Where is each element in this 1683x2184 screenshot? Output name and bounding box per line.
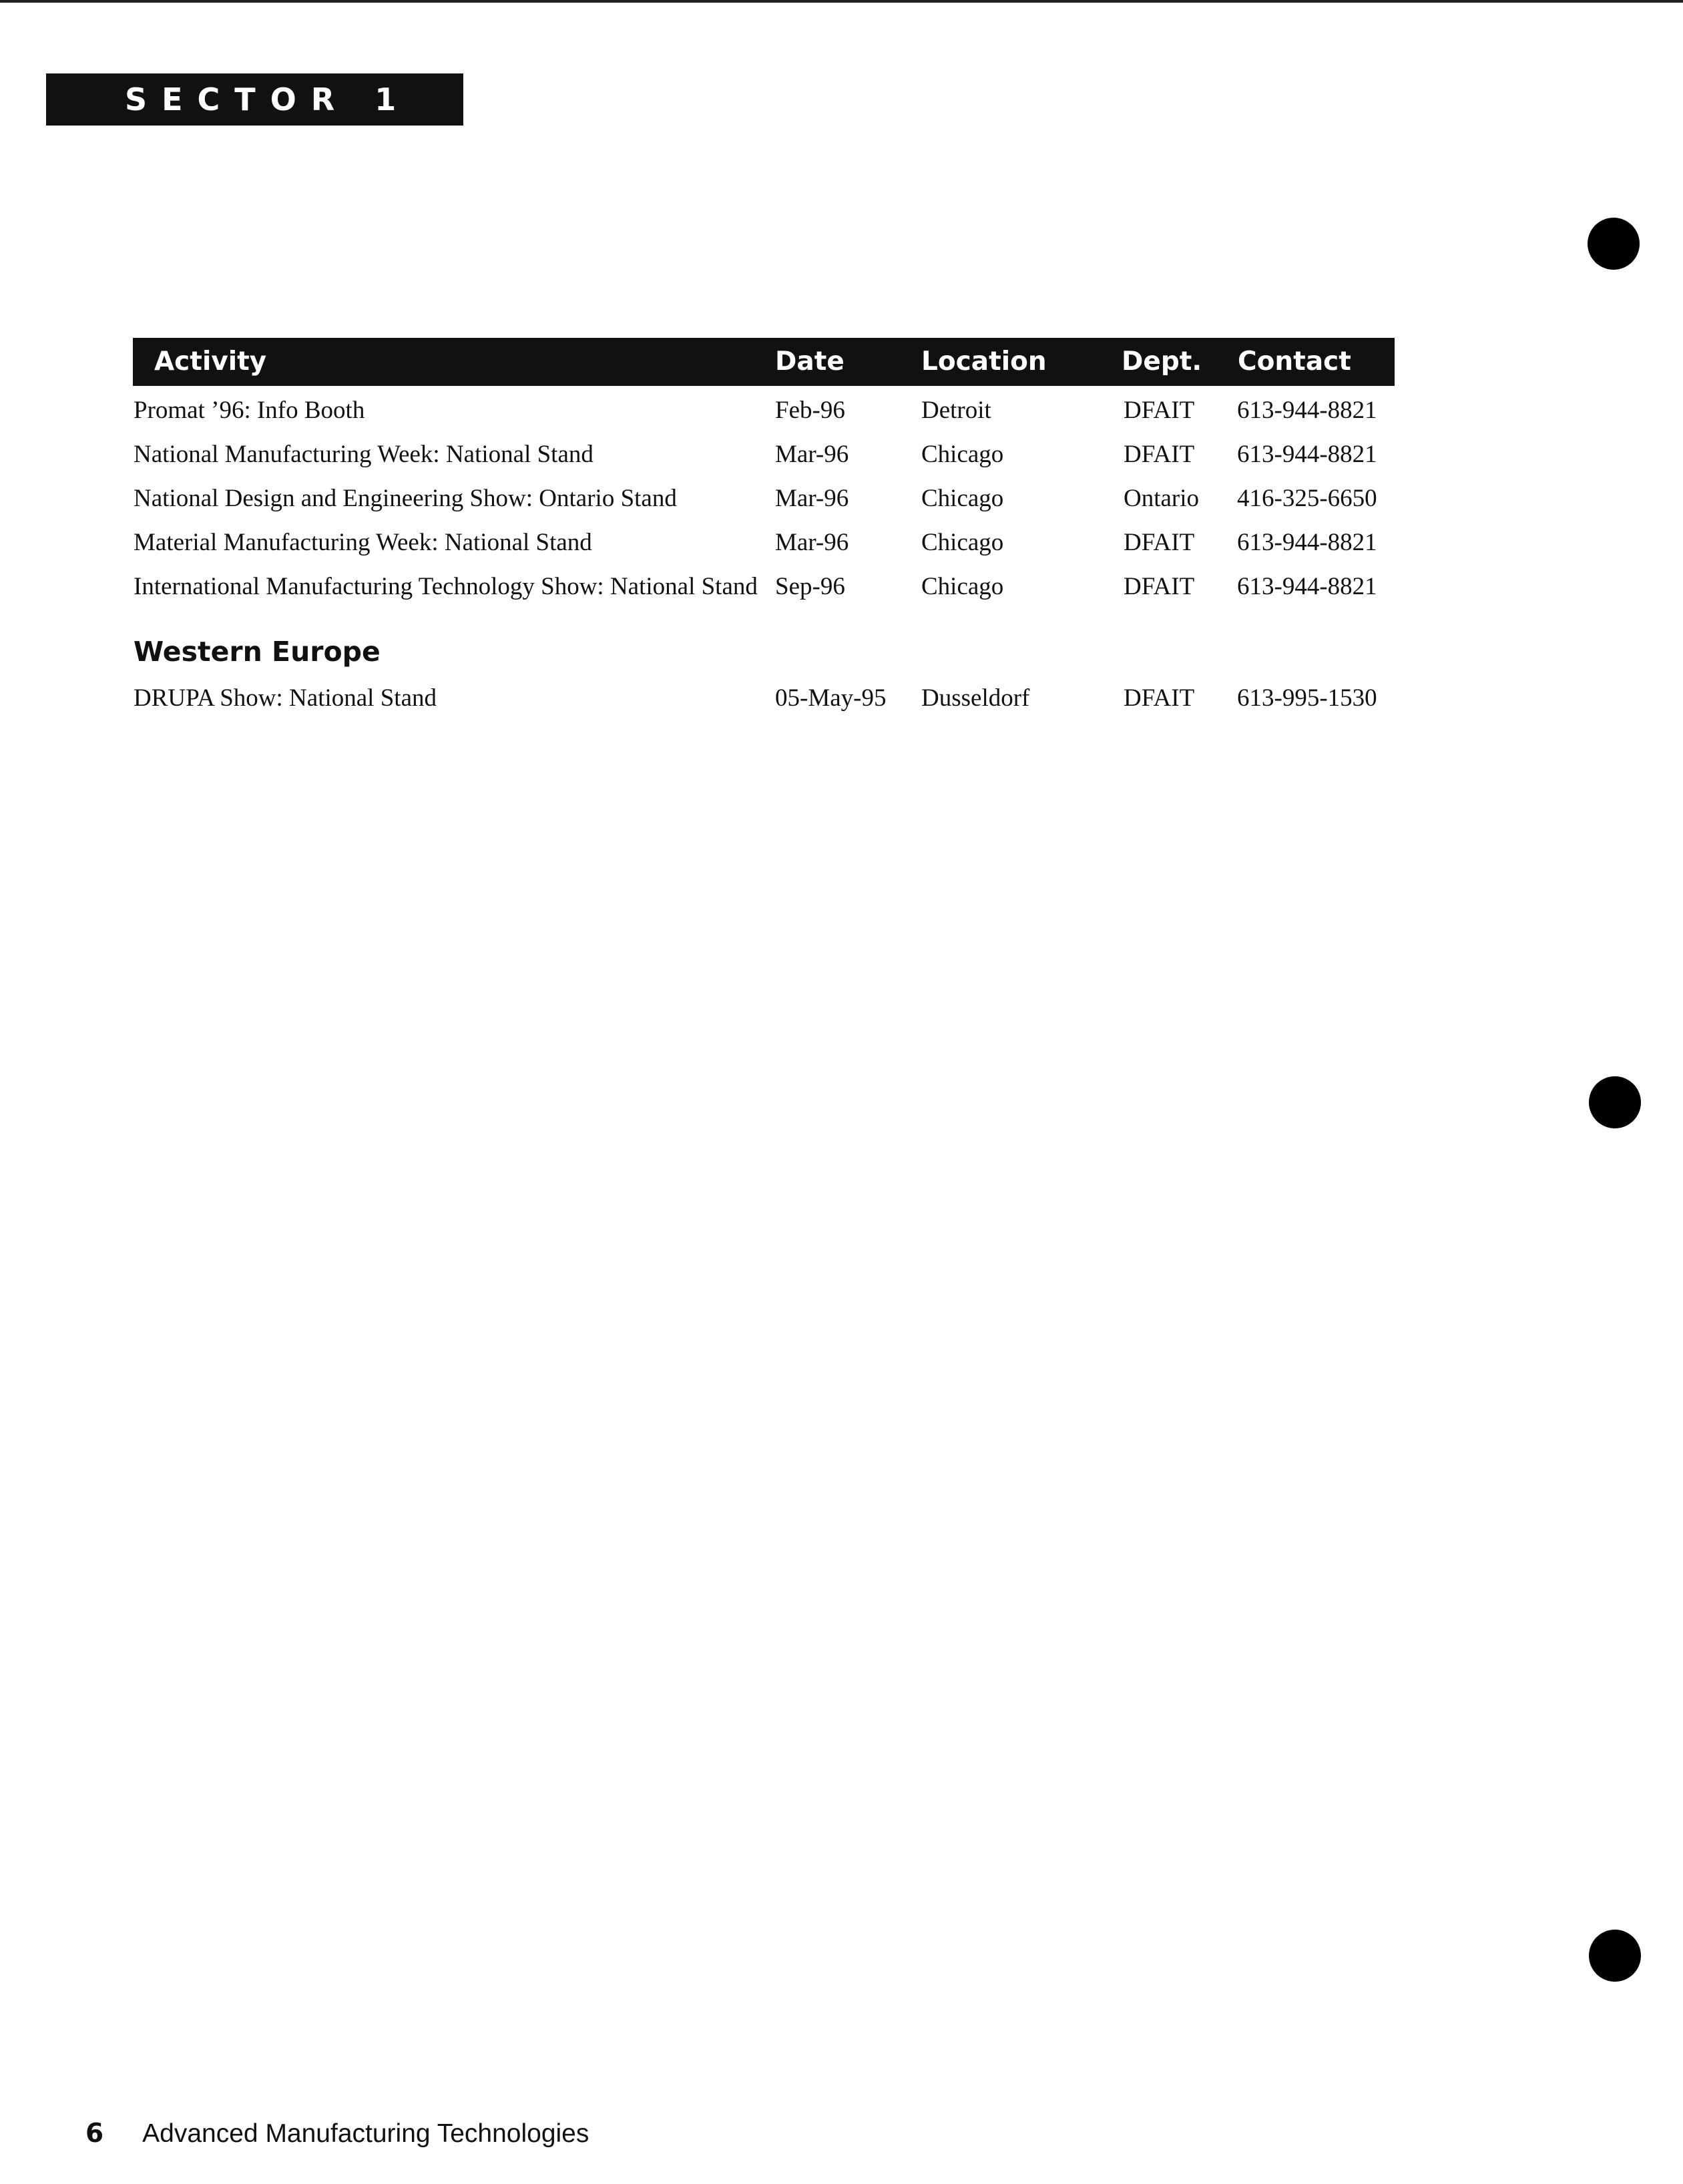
location-cell: Chicago [921, 573, 1004, 600]
location-cell: Dusseldorf [921, 684, 1030, 712]
dept-cell: DFAIT [1124, 684, 1195, 712]
date-cell: Mar-96 [775, 485, 849, 512]
dept-cell: DFAIT [1124, 573, 1195, 600]
contact-cell: 613-944-8821 [1237, 529, 1377, 556]
date-cell: Sep-96 [775, 573, 845, 600]
dept-cell: DFAIT [1124, 397, 1195, 424]
activity-cell: Promat ’96: Info Booth [134, 397, 365, 424]
table-row [0, 567, 1683, 607]
region-heading: Western Europe [134, 636, 381, 668]
contact-cell: 613-944-8821 [1237, 441, 1377, 468]
activity-cell: National Design and Engineering Show: Ontario Stand [134, 485, 677, 512]
location-cell: Chicago [921, 529, 1004, 556]
dept-cell: DFAIT [1124, 529, 1195, 556]
publication-title: Advanced Manufacturing Technologies [142, 2119, 589, 2148]
dept-cell: DFAIT [1124, 441, 1195, 468]
activity-cell: Material Manufacturing Week: National Stand [134, 529, 592, 556]
location-cell: Detroit [921, 397, 991, 424]
top-rule [0, 0, 1683, 3]
column-header-date: Date [775, 347, 845, 377]
column-header-activity: Activity [154, 347, 267, 377]
date-cell: Mar-96 [775, 529, 849, 556]
column-header-dept: Dept. [1122, 347, 1202, 377]
column-header-location: Location [921, 347, 1047, 377]
table-row [0, 435, 1683, 475]
date-cell: 05-May-95 [775, 684, 887, 712]
contact-cell: 613-944-8821 [1237, 573, 1377, 600]
activity-cell: National Manufacturing Week: National Stand [134, 441, 593, 468]
contact-cell: 613-944-8821 [1237, 397, 1377, 424]
location-cell: Chicago [921, 485, 1004, 512]
activity-cell: International Manufacturing Technology Show: National Stand [134, 573, 758, 600]
date-cell: Mar-96 [775, 441, 849, 468]
activity-cell: DRUPA Show: National Stand [134, 684, 437, 712]
table-row [0, 678, 1683, 718]
contact-cell: 416-325-6650 [1237, 485, 1377, 512]
page-footer [85, 2115, 589, 2153]
column-header-contact: Contact [1238, 347, 1351, 377]
table-row [0, 479, 1683, 519]
contact-cell: 613-995-1530 [1237, 684, 1377, 712]
location-cell: Chicago [921, 441, 1004, 468]
punch-hole-icon [1589, 1076, 1641, 1128]
punch-hole-icon [1588, 218, 1640, 270]
dept-cell: Ontario [1124, 485, 1200, 512]
table-header [133, 338, 1395, 386]
table-row [0, 523, 1683, 563]
table-row [0, 391, 1683, 431]
punch-hole-icon [1589, 1930, 1641, 1982]
page-number: 6 [85, 2119, 104, 2149]
sector-banner: SECTOR 1 [46, 73, 463, 126]
date-cell: Feb-96 [775, 397, 845, 424]
